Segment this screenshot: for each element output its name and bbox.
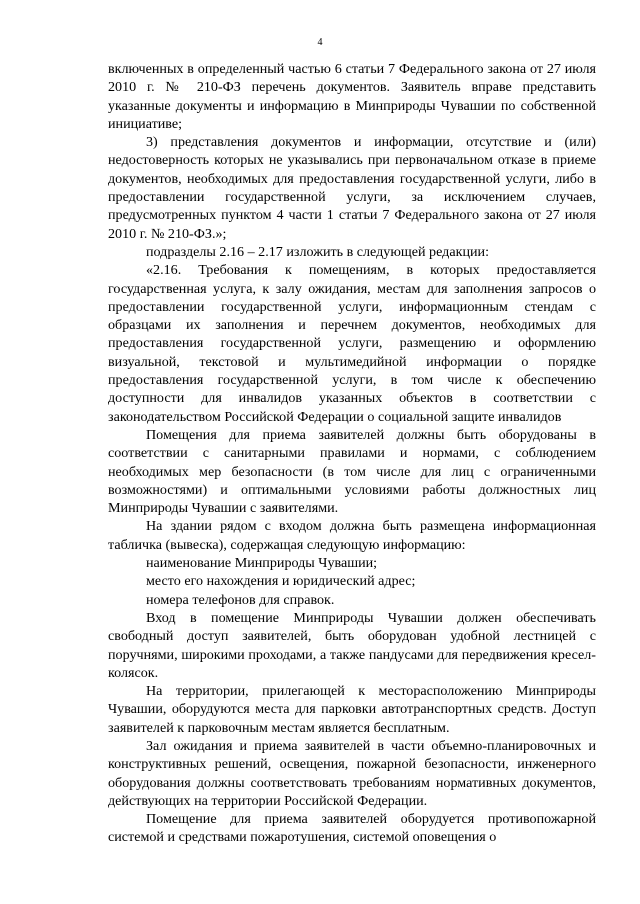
paragraph-subsections-intro: подразделы 2.16 – 2.17 изложить в следующей редакции: bbox=[146, 243, 489, 260]
list-item-phones: номера телефонов для справок. bbox=[146, 591, 335, 608]
paragraph-waiting-hall: Зал ожидания и приема заявителей в части объемно-планировочных и конструктивных решений, освещения, пожарной безопасности, инженерного оборудования должны соответствовать требованиям нормативных документов, действующих на территории Российской Федерации. bbox=[108, 737, 596, 809]
paragraph-fire-safety: Помещение для приема заявителей оборудуется противопожарной системой и средствами пожаротушения, системой оповещения о bbox=[108, 811, 596, 846]
paragraph-item-3: 3) представления документов и информации, отсутствие и (или) недостоверность которых не указывались при первоначальном отказе в приеме документов, необходимых для предоставления государственной услуги, либо в предоставлении государственной услуги, за исключением случаев, предусмотренных пунктом 4 части 1 статьи 7 Федерального закона от 27 июля 2010 г. № 210-ФЗ.»; bbox=[108, 134, 596, 242]
paragraph-premises-equipment: Помещения для приема заявителей должны быть оборудованы в соответствии с санитарными правилами и нормами, с соблюдением необходимых мер безопасности (в том числе для лиц с ограниченными возможностями) и оптимальными условиями работы должностных лиц Минприроды Чувашии с заявителями. bbox=[108, 426, 596, 517]
paragraph-continuation: включенных в определенный частью 6 статьи 7 Федерального закона от 27 июля 2010 г. № 210-ФЗ перечень документов. Заявитель вправе представить указанные документы и информацию в Минприроды Чувашии по собственной инициативе; bbox=[108, 61, 596, 132]
list-item-name: наименование Минприроды Чувашии; bbox=[146, 555, 378, 572]
page-number: 4 bbox=[317, 37, 323, 48]
paragraph-parking: На территории, прилегающей к месторасположению Минприроды Чувашии, оборудуются места для парковки автотранспортных средств. Доступ заявителей к парковочным местам является бесплатным. bbox=[108, 683, 596, 736]
paragraph-2-16-heading: «2.16. Требования к помещениям, в которых предоставляется государственная услуга, к залу ожидания, местам для заполнения запросов о предоставлении государственной услуги, информационным стендам с образцами их заполнения и перечнем документов, необходимых для предоставления государственной услуги, размещению и оформлению визуальной, текстовой и мультимедийной информации о порядке предоставления государственной услуги, в том числе к обеспечению доступности для инвалидов указанных объектов в соответствии с законодательством Российской Федерации о социальной защите инвалидов bbox=[108, 262, 596, 425]
list-item-address: место его нахождения и юридический адрес; bbox=[146, 573, 416, 590]
paragraph-entrance: Вход в помещение Минприроды Чувашии должен обеспечивать свободный доступ заявителей, быть оборудован удобной лестницей с поручнями, широкими проходами, а также пандусами для передвижения кресел-колясок. bbox=[108, 609, 596, 681]
document-body bbox=[108, 60, 596, 847]
paragraph-signboard: На здании рядом с входом должна быть размещена информационная табличка (вывеска), содержащая следующую информацию: bbox=[108, 518, 596, 553]
